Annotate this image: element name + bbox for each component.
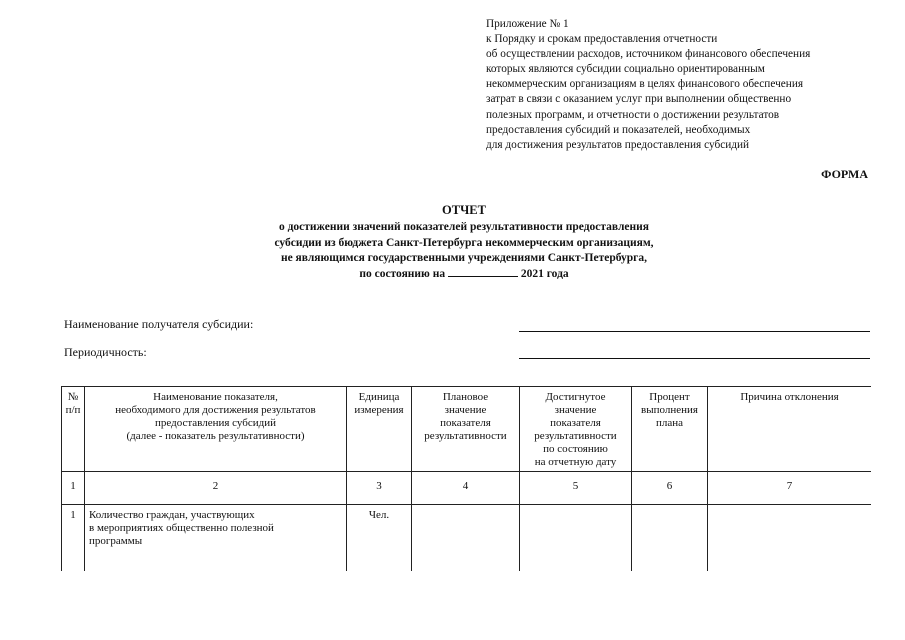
report-date-prefix: по состоянию на — [359, 267, 446, 280]
report-subtitle-line: субсидии из бюджета Санкт-Петербурга некоммерческим организациям, — [274, 236, 654, 249]
row-indicator-cell: Количество граждан, участвующих в мероприятиях общественно полезной программы — [85, 505, 347, 572]
appendix-line: полезных программ, и отчетности о достижении результатов — [486, 108, 780, 121]
report-title: ОТЧЕТ — [442, 203, 486, 217]
report-table — [61, 386, 871, 571]
header-cell-num: № п/п — [62, 387, 85, 472]
appendix-line: к Порядку и срокам предоставления отчетности — [486, 33, 718, 46]
report-date-blank[interactable] — [448, 267, 518, 277]
table-row — [62, 505, 872, 572]
header-cell-reason: Причина отклонения — [708, 387, 872, 472]
report-date-suffix: 2021 года — [520, 267, 569, 280]
row-num-cell: 1 — [62, 505, 85, 572]
appendix-line: для достижения результатов предоставления субсидий — [486, 138, 750, 151]
report-subtitle-line: не являющимся государственными учреждениями Санкт-Петербурга, — [280, 252, 648, 265]
report-heading — [214, 203, 714, 282]
appendix-line: Приложение № 1 — [486, 18, 569, 30]
report-table-container — [61, 386, 871, 576]
form-label: ФОРМА — [821, 167, 868, 181]
header-cell-unit: Единица измерения — [347, 387, 412, 472]
table-column-numbers-row — [62, 472, 872, 505]
header-cell-percent: Процент выполнения плана — [632, 387, 708, 472]
appendix-line: которых являются субсидии социально ориентированным — [486, 63, 765, 76]
column-number: 4 — [412, 472, 520, 505]
column-number: 1 — [62, 472, 85, 505]
row-unit-cell: Чел. — [347, 505, 412, 572]
column-number: 7 — [708, 472, 872, 505]
header-cell-indicator: Наименование показателя, необходимого для достижения результатов предоставления субсидий (далее - показатель результативности) — [85, 387, 347, 472]
appendix-line: предоставления субсидий и показателей, необходимых — [486, 123, 751, 136]
column-number: 2 — [85, 472, 347, 505]
header-cell-achieved: Достигнутое значение показателя результативности по состоянию на отчетную дату — [520, 387, 632, 472]
table-header-row — [62, 387, 872, 472]
appendix-block — [486, 17, 886, 153]
appendix-line: об осуществлении расходов, источником финансового обеспечения — [486, 48, 811, 61]
appendix-line: затрат в связи с оказанием услуг при выполнении общественно — [486, 93, 792, 106]
recipient-label: Наименование получателя субсидии: — [64, 317, 254, 331]
report-subtitle-line: о достижении значений показателей результативности предоставления — [278, 221, 650, 234]
column-number: 5 — [520, 472, 632, 505]
row-achieved-cell[interactable] — [520, 505, 632, 572]
column-number: 6 — [632, 472, 708, 505]
row-planned-cell[interactable] — [412, 505, 520, 572]
report-date-line — [214, 267, 714, 282]
row-percent-cell[interactable] — [632, 505, 708, 572]
header-cell-planned: Плановое значение показателя результативности — [412, 387, 520, 472]
periodicity-input-line[interactable] — [519, 358, 870, 359]
row-reason-cell[interactable] — [708, 505, 872, 572]
recipient-input-line[interactable] — [519, 331, 870, 332]
periodicity-label: Периодичность: — [64, 345, 147, 359]
appendix-line: некоммерческим организациям в целях финансового обеспечения — [486, 78, 804, 91]
column-number: 3 — [347, 472, 412, 505]
